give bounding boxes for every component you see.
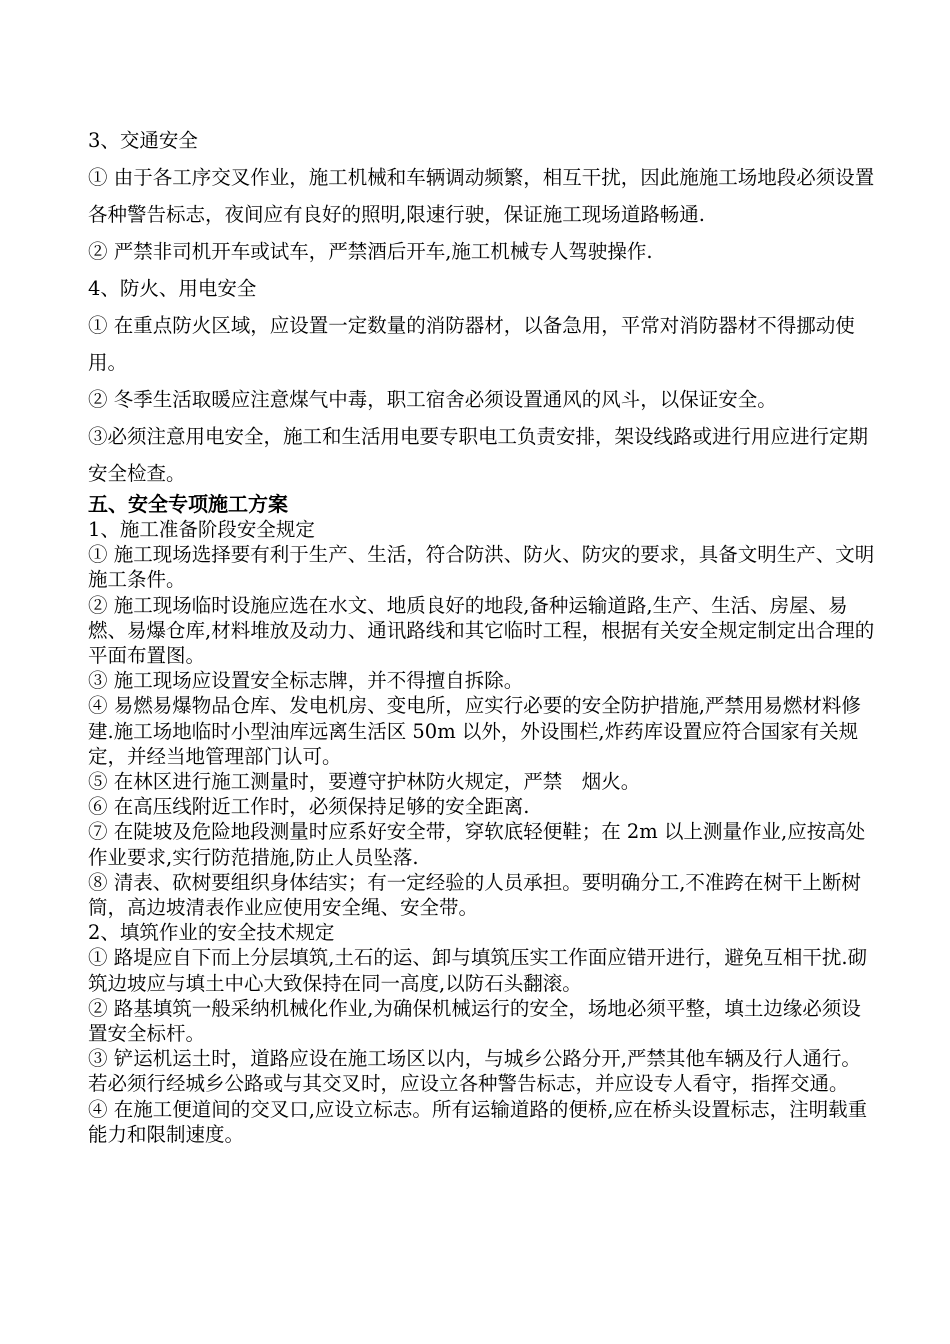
list-item: ④ 在施工便道间的交叉口,应设立标志。所有运输道路的便桥,应在桥头设置标志，注明载重能力和限制速度。	[88, 1097, 868, 1146]
list-item: ② 路基填筑一般采纳机械化作业,为确保机械运行的安全，场地必须平整，填土边缘必须设置安全标杆。	[88, 996, 861, 1046]
chapter-5-title: 五、安全专项施工方案	[88, 492, 288, 516]
section-4-item-1: ① 在重点防火区域，应设置一定数量的消防器材，以备急用，平常对消防器材不得挪动使用。	[88, 314, 855, 374]
section-4-item-3: ③必须注意用电安全，施工和生活用电要专职电工负责安排，架设线路或进行用应进行定期安全检查。	[88, 425, 869, 485]
list-item: ⑤ 在林区进行施工测量时，要遵守护林防火规定，严禁 烟火。	[88, 770, 641, 794]
list-item: ④ 易燃易爆物品仓库、发电机房、变电所，应实行必要的安全防护措施,严禁用易燃材料修建.施工场地临时小型油库远离生活区 50m 以外，外设围栏,炸药库设置应符合国家有关规定，并经当地管理部门认可。	[88, 694, 861, 768]
list-item: ⑦ 在陡坡及危险地段测量时应系好安全带，穿软底轻便鞋；在 2m 以上测量作业,应按高处作业要求,实行防范措施,防止人员坠落.	[88, 820, 866, 869]
section-4-title: 4、防火、用电安全	[88, 277, 257, 300]
list-item: ⑧ 清表、砍树要组织身体结实；有一定经验的人员承担。要明确分工,不准跨在树干上断树筒，高边坡清表作业应使用安全绳、安全带。	[88, 870, 861, 920]
subsection-1-title: 1、施工准备阶段安全规定	[88, 518, 315, 541]
list-item: ① 路堤应自下而上分层填筑,土石的运、卸与填筑压实工作面应错开进行，避免互相干扰.砌筑边坡应与填土中心大致保持在同一高度,以防石头翻滚。	[88, 946, 868, 995]
list-item: ③ 铲运机运土时，道路应设在施工场区以内，与城乡公路分开,严禁其他车辆及行人通行。若必须行经城乡公路或与其交叉时，应设立各种警告标志，并应设专人看守，指挥交通。	[88, 1047, 861, 1096]
section-3-title: 3、交通安全	[88, 129, 198, 152]
section-3-item-1: ① 由于各工序交叉作业，施工机械和车辆调动频繁，相互干扰，因此施施工场地段必须设置各种警告标志，夜间应有良好的照明,限速行驶，保证施工现场道路畅通.	[88, 166, 875, 226]
section-lower	[88, 517, 878, 1147]
list-item: ③ 施工现场应设置安全标志牌，并不得擅自拆除。	[88, 669, 524, 693]
list-item: ① 施工现场选择要有利于生产、生活，符合防洪、防火、防灾的要求，具备文明生产、文明施工条件。	[88, 543, 875, 592]
section-3-item-2: ② 严禁非司机开车或试车，严禁酒后开车,施工机械专人驾驶操作.	[88, 240, 653, 263]
section-upper	[88, 122, 878, 492]
document-page	[88, 122, 878, 1147]
section-4-item-2: ② 冬季生活取暖应注意煤气中毒，职工宿舍必须设置通风的风斗，以保证安全。	[88, 388, 777, 411]
subsection-2-title: 2、填筑作业的安全技术规定	[88, 921, 335, 945]
list-item: ⑥ 在高压线附近工作时，必须保持足够的安全距离.	[88, 795, 530, 819]
list-item: ② 施工现场临时设施应选在水文、地质良好的地段,备种运输道路,生产、生活、房屋、易燃、易爆仓库,材料堆放及动力、通讯路线和其它临时工程，根据有关安全规定制定出合理的平面布置图。	[88, 593, 875, 668]
